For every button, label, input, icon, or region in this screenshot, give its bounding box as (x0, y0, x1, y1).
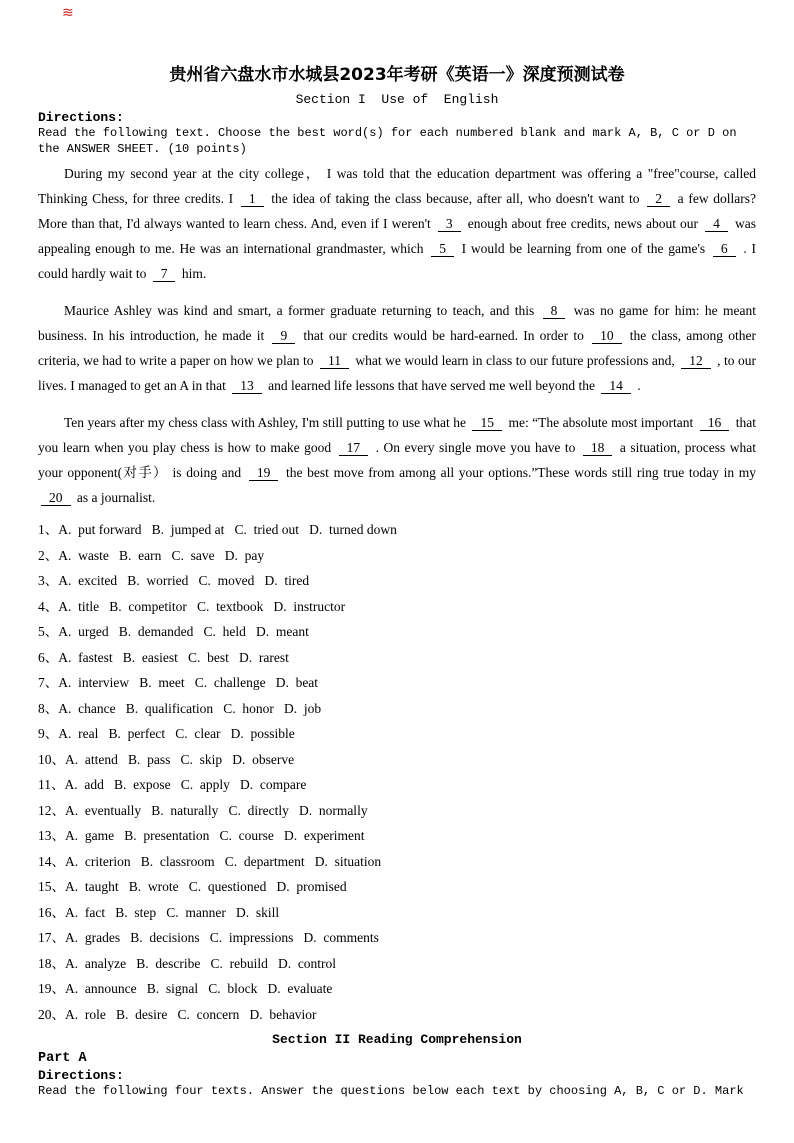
red-mark-icon: ≋ (62, 5, 74, 21)
blank-13: 13 (232, 378, 262, 394)
passage-paragraph: Ten years after my chess class with Ashley, I'm still putting to use what he 15 me: “The absolute most important 16 that you learn when you play chess is how to make good 17 . On every single move you have to 18 a situation, process what your opponent(对手） is doing and 19 the best move from among all your options.”These words still ring true today in my 20 as a journalist. (38, 415, 757, 505)
question-line: 13、A. game B. presentation C. course D. experiment (38, 828, 365, 843)
section1-heading: Section I Use of English (295, 92, 499, 107)
question-line: 18、A. analyze B. describe C. rebuild D. control (38, 955, 337, 971)
question-line: 5、A. urged B. demanded C. held D. meant (38, 624, 309, 639)
question-line: 3、A. excited B. worried C. moved D. tired (38, 573, 310, 588)
blank-18: 18 (583, 440, 613, 456)
question-line: 19、A. announce B. signal C. block D. evaluate (38, 981, 333, 996)
blank-9: 9 (272, 328, 295, 344)
passage-paragraph: During my second year at the city college， I was told that the education department was offering a "free"course, called Thinking Chess, for three credits. I 1 the idea of taking the class because, after all, who doesn't want to 2 a few dollars? More than that, I'd always wanted to learn chess. And, even if I weren't 3 enough about free credits, news about our 4 was appealing enough to me. He was an international grandmaster, which 5 I would be learning from one of the game's 6 . I could hardly wait to 7 him. (38, 166, 757, 281)
question-list (38, 522, 756, 1022)
blank-11: 11 (320, 353, 349, 369)
blank-1: 1 (241, 191, 264, 207)
section1-directions-text: Read the following text. Choose the best word(s) for each numbered blank and mark A, B, C or D on the ANSWER SHEET. (10 points) (38, 126, 737, 156)
blank-6: 6 (713, 241, 736, 257)
passage-paragraph: Maurice Ashley was kind and smart, a former graduate returning to teach, and this 8 was no game for him: he meant business. In his introduction, he made it 9 that our credits would be hard-earned. In order to 10 the class, among other criteria, we had to write a paper on how we plan to 11 what we would learn in class to our future professions and, 12 , to our lives. I managed to get an A in that 13 and learned life lessons that have served me well beyond the 14 . (38, 303, 757, 393)
question-line: 12、A. eventually B. naturally C. directly D. normally (38, 802, 368, 818)
blank-19: 19 (249, 465, 279, 481)
section2-directions-label: Directions: (38, 1068, 124, 1083)
blank-14: 14 (601, 378, 631, 394)
blank-4: 4 (705, 216, 728, 232)
blank-2: 2 (647, 191, 670, 207)
question-line: 1、A. put forward B. jumped at C. tried out D. turned down (38, 522, 397, 537)
question-line: 11、A. add B. expose C. apply D. compare (38, 777, 307, 792)
blank-7: 7 (153, 266, 176, 282)
question-line: 2、A. waste B. earn C. save D. pay (38, 547, 265, 563)
question-line: 10、A. attend B. pass C. skip D. observe (38, 751, 295, 767)
blank-8: 8 (543, 303, 566, 319)
blank-3: 3 (438, 216, 461, 232)
question-line: 16、A. fact B. step C. manner D. skill (38, 904, 280, 920)
blank-17: 17 (339, 440, 369, 456)
question-line: 15、A. taught B. wrote C. questioned D. promised (38, 879, 347, 894)
section2-heading: Section II Reading Comprehension (272, 1032, 522, 1047)
blank-16: 16 (700, 415, 730, 431)
question-line: 14、A. criterion B. classroom C. department D. situation (38, 853, 382, 869)
page-title: 贵州省六盘水市水城县2023年考研《英语一》深度预测试卷 (169, 65, 625, 85)
question-line: 7、A. interview B. meet C. challenge D. beat (38, 675, 319, 690)
section2-directions-text: Read the following four texts. Answer the questions below each text by choosing A, B, C or D. Mark (38, 1084, 744, 1098)
question-line: 9、A. real B. perfect C. clear D. possible (38, 726, 295, 741)
question-line: 6、A. fastest B. easiest C. best D. rarest (38, 649, 289, 665)
question-line: 8、A. chance B. qualification C. honor D. job (38, 700, 322, 716)
cloze-passage (38, 161, 756, 510)
question-line: 4、A. title B. competitor C. textbook D. instructor (38, 598, 346, 614)
part-a-label: Part A (38, 1051, 87, 1066)
question-line: 17、A. grades B. decisions C. impressions D. comments (38, 930, 379, 945)
blank-5: 5 (431, 241, 454, 257)
blank-15: 15 (472, 415, 502, 431)
question-line: 20、A. role B. desire C. concern D. behavior (38, 1006, 317, 1022)
section1-directions-label: Directions: (38, 110, 124, 125)
blank-12: 12 (681, 353, 711, 369)
blank-20: 20 (41, 490, 71, 506)
blank-10: 10 (592, 328, 622, 344)
